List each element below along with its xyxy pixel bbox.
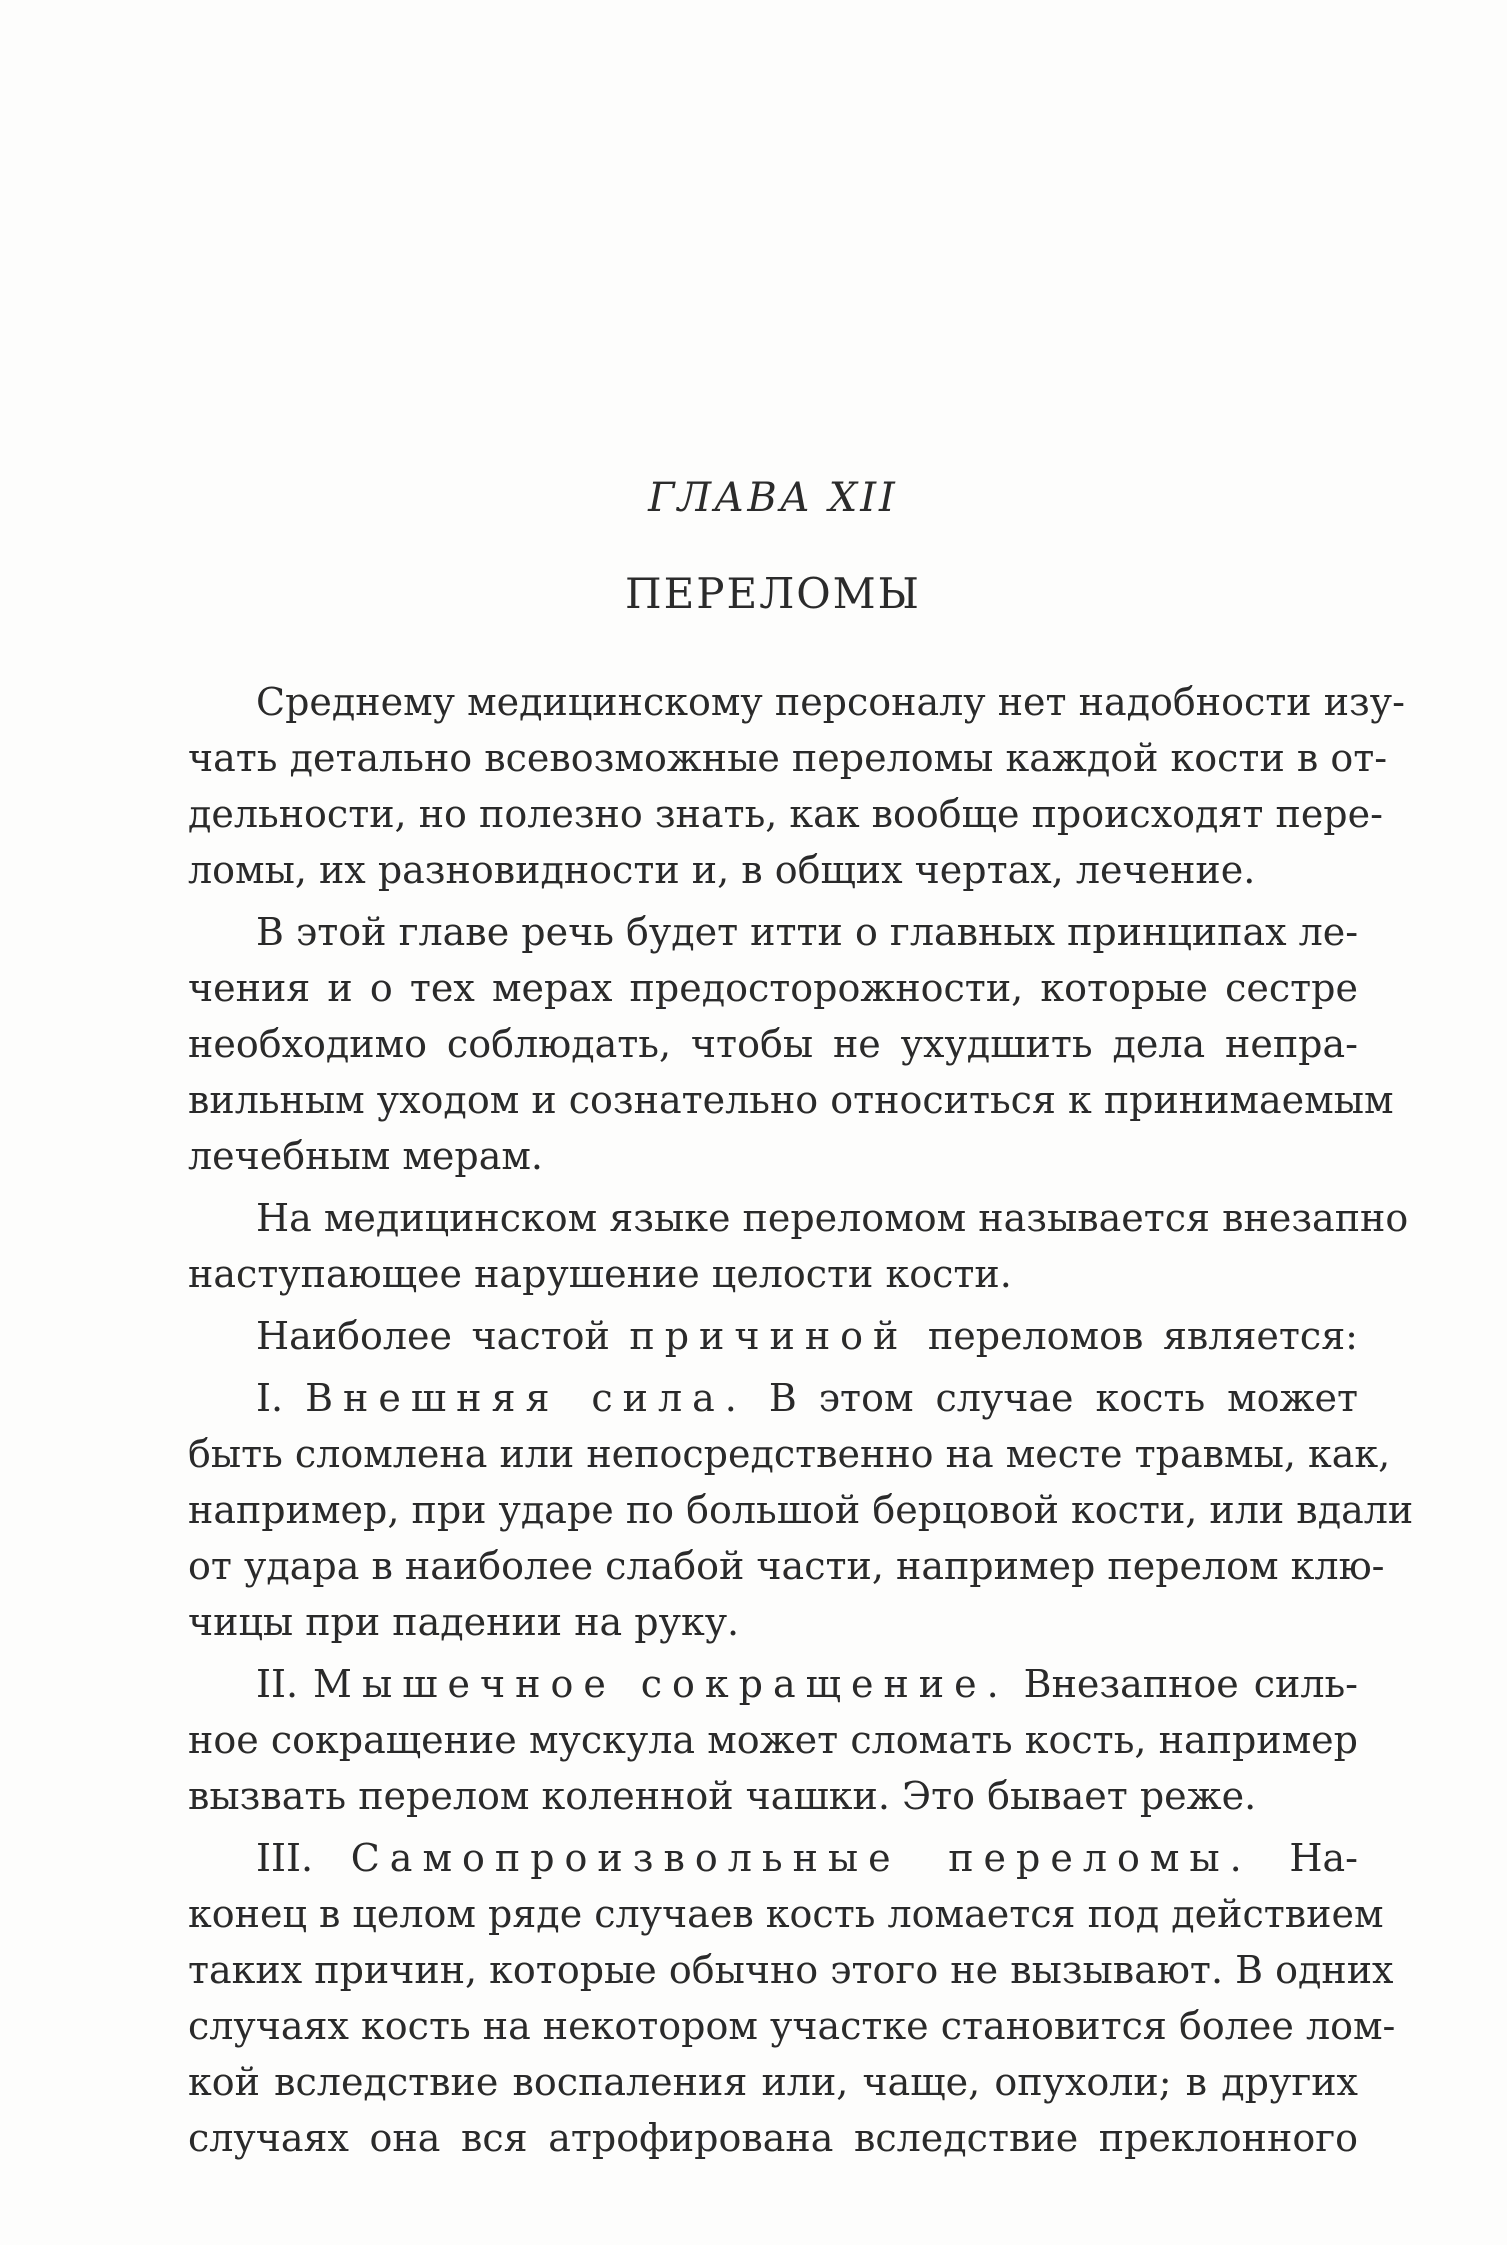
text-block [188, 470, 1414, 2172]
text-run: В этом случае кость может [746, 1376, 1359, 1420]
paragraph-line: например, при ударе по большой берцовой кости, или вдали [188, 1488, 1414, 1532]
paragraph-line [188, 1308, 1358, 1364]
list-number: II. [256, 1662, 314, 1706]
paragraph-line: вызвать перелом коленной чашки. Это бывает реже. [188, 1774, 1257, 1818]
emphasized-word: Внешняя сила. [305, 1376, 747, 1420]
paragraph-line: случаях она вся атрофирована вследствие преклонного [188, 2116, 1358, 2160]
paragraph-line: чения и о тех мерах предосторожности, которые сестре [188, 966, 1358, 1010]
chapter-label: ГЛАВА XII [648, 475, 898, 521]
paragraph-line: кой вследствие воспаления или, чаще, опухоли; в других [188, 2060, 1358, 2104]
paragraph-1 [188, 674, 1405, 898]
paragraph-line: ломы, их разновидности и, в общих чертах, лечение. [188, 848, 1256, 892]
paragraph-line: лечебным мерам. [188, 1134, 543, 1178]
paragraph-line: чать детально всевозможные переломы каждой кости в от- [188, 736, 1388, 780]
emphasized-word: Мышечное сокращение. [313, 1662, 1009, 1706]
paragraph-line: от удара в наиболее слабой части, например перелом клю- [188, 1544, 1385, 1588]
text-run: Внезапное силь- [1008, 1662, 1358, 1706]
paragraph-line: На медицинском языке переломом называется внезапно [256, 1196, 1409, 1240]
paragraph-line: необходимо соблюдать, чтобы не ухудшить дела непра- [188, 1022, 1358, 1066]
paragraph-line [188, 1370, 1358, 1426]
emphasized-word: причиной [629, 1314, 909, 1358]
emphasized-word: Самопроизвольные переломы. [350, 1836, 1252, 1880]
paragraph-line: ное сокращение мускула может сломать кость, например [188, 1718, 1358, 1762]
paragraph-line: дельности, но полезно знать, как вообще происходят пере- [188, 792, 1383, 836]
text-run: переломов является: [908, 1314, 1358, 1358]
paragraph-3 [188, 1190, 1409, 1302]
paragraph-line: быть сломлена или непосредственно на месте травмы, как, [188, 1432, 1391, 1476]
paragraph-line: наступающее нарушение целости кости. [188, 1252, 1012, 1296]
list-number: I. [256, 1376, 306, 1420]
paragraph-line: чицы при падении на руку. [188, 1600, 740, 1644]
paragraph-line: вильным уходом и сознательно относиться к принимаемым [188, 1078, 1394, 1122]
paragraph-line [188, 1830, 1358, 1886]
paragraph-line: Среднему медицинскому персоналу нет надобности изу- [256, 680, 1405, 724]
paragraph-line [188, 1656, 1358, 1712]
text-run: На- [1251, 1836, 1358, 1880]
paragraph-5 [188, 1370, 1414, 1650]
paragraph-line: таких причин, которые обычно этого не вызывают. В одних [188, 1948, 1394, 1992]
paragraph-line: конец в целом ряде случаев кость ломается под действием [188, 1892, 1384, 1936]
paragraph-7 [188, 1830, 1396, 2166]
list-number: III. [256, 1836, 351, 1880]
paragraph-line: В этой главе речь будет итти о главных принципах ле- [256, 910, 1359, 954]
text-run: Наиболее частой [256, 1314, 630, 1358]
paragraph-line: случаях кость на некотором участке становится более лом- [188, 2004, 1396, 2048]
paragraph-6 [188, 1656, 1358, 1824]
paragraph-4 [188, 1308, 1358, 1364]
chapter-title: ПЕРЕЛОМЫ [624, 569, 921, 618]
paragraph-2 [188, 904, 1394, 1184]
